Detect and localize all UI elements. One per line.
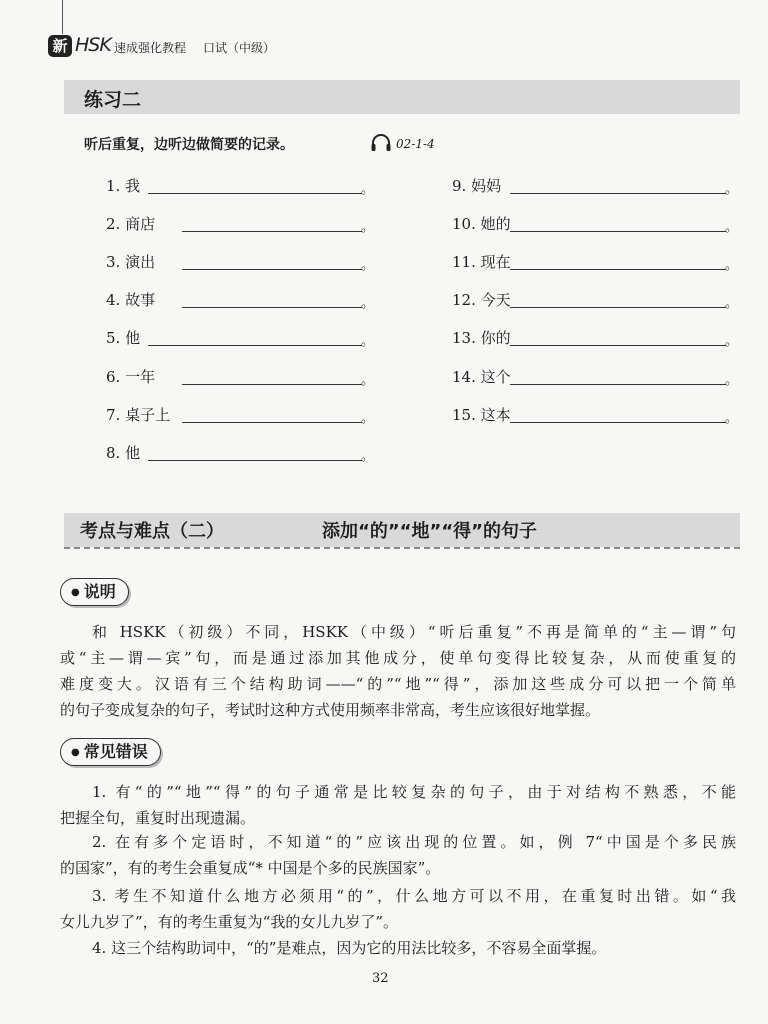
explanation-line: 的句子变成复杂的句子，考试时这种方式使用频率非常高，考生应该很好地掌握。 — [60, 701, 601, 719]
error-line: 的国家”，有的考生会重复成“* 中国是个多的民族国家”。 — [60, 859, 441, 877]
item-period: 。 — [724, 220, 738, 235]
bullet-icon: ● — [71, 587, 80, 598]
exercise-item — [106, 289, 374, 309]
item-period: 。 — [360, 296, 374, 311]
answer-blank[interactable] — [182, 307, 362, 308]
item-period: 。 — [360, 220, 374, 235]
explanation-line: 和 HSKK（初级）不同，HSKK（中级）“听后重复”不再是简单的“主—谓”句 — [92, 623, 736, 641]
exercise-item — [452, 404, 738, 424]
exercise-item-label: 1. 我 — [106, 177, 141, 195]
audio-track-code: 02-1-4 — [396, 137, 435, 151]
headphone-icon[interactable] — [370, 132, 392, 154]
exercise-item-label: 11. 现在 — [452, 253, 511, 271]
explanation-label — [60, 578, 129, 606]
common-errors-label — [60, 738, 161, 766]
item-period: 。 — [724, 373, 738, 388]
explanation-line: 难度变大。汉语有三个结构助词——“的”“地”“得”，添加这些成分可以把一个简单 — [60, 675, 736, 693]
error-line: 把握全句，重复时出现遗漏。 — [60, 809, 256, 827]
exercise-item-label: 5. 他 — [106, 329, 141, 347]
item-period: 。 — [724, 182, 738, 197]
exercise-title: 练习二 — [84, 89, 142, 111]
book-title: 速成强化教程 — [114, 41, 187, 55]
exercise-item — [106, 404, 374, 424]
exercise-item — [452, 251, 738, 271]
exercise-item — [452, 175, 738, 195]
item-period: 。 — [360, 449, 374, 464]
answer-blank[interactable] — [510, 269, 726, 270]
exercise-item — [106, 442, 374, 462]
exercise-banner — [64, 80, 740, 114]
answer-blank[interactable] — [510, 384, 726, 385]
banner-dashed-rule — [64, 547, 740, 549]
key-points-subtitle: 添加“的”“地”“得”的句子 — [322, 521, 537, 542]
answer-blank[interactable] — [510, 193, 726, 194]
answer-blank[interactable] — [510, 345, 726, 346]
exercise-item — [452, 289, 738, 309]
error-line: 2. 在有多个定语时，不知道“的”应该出现的位置。如，例 7“中国是个多民族 — [92, 833, 736, 851]
exercise-item — [106, 366, 374, 386]
exercise-item — [452, 213, 738, 233]
item-period: 。 — [360, 411, 374, 426]
key-points-title: 考点与难点（二） — [80, 521, 224, 542]
item-period: 。 — [360, 258, 374, 273]
exercise-item-label: 14. 这个 — [452, 368, 511, 386]
answer-blank[interactable] — [510, 231, 726, 232]
answer-blank[interactable] — [510, 307, 726, 308]
answer-blank[interactable] — [148, 345, 362, 346]
exercise-item-label: 12. 今天 — [452, 291, 511, 309]
exercise-item-label: 3. 演出 — [106, 253, 156, 271]
error-line: 4. 这三个结构助词中，“的”是难点，因为它的用法比较多，不容易全面掌握。 — [92, 939, 607, 957]
book-logo-badge: 新 — [48, 35, 72, 57]
answer-blank[interactable] — [182, 231, 362, 232]
exercise-item-label: 6. 一年 — [106, 368, 156, 386]
item-period: 。 — [724, 258, 738, 273]
exercise-item-label: 13. 你的 — [452, 329, 511, 347]
exercise-item-label: 7. 桌子上 — [106, 406, 171, 424]
exercise-instruction: 听后重复，边听边做简要的记录。 — [84, 137, 294, 153]
answer-blank[interactable] — [510, 422, 726, 423]
margin-rule — [62, 0, 63, 34]
exercise-item-label: 4. 故事 — [106, 291, 156, 309]
answer-blank[interactable] — [148, 193, 362, 194]
exercise-item — [106, 213, 374, 233]
answer-blank[interactable] — [148, 460, 362, 461]
book-subtitle: 口试（中级） — [203, 41, 276, 55]
explanation-label-text: 说明 — [83, 582, 116, 601]
exercise-item-label: 9. 妈妈 — [452, 177, 502, 195]
exercise-item-label: 10. 她的 — [452, 215, 511, 233]
exercise-item — [452, 327, 738, 347]
item-period: 。 — [724, 411, 738, 426]
book-logo-hsk: HSK — [75, 34, 111, 56]
item-period: 。 — [724, 334, 738, 349]
exercise-item-label: 15. 这本 — [452, 406, 511, 424]
item-period: 。 — [360, 373, 374, 388]
error-line: 1. 有“的”“地”“得”的句子通常是比较复杂的句子，由于对结构不熟悉，不能 — [92, 783, 736, 801]
explanation-line: 或“主—谓—宾”句，而是通过添加其他成分，使单句变得比较复杂，从而使重复的 — [60, 649, 736, 667]
item-period: 。 — [724, 296, 738, 311]
exercise-item-label: 2. 商店 — [106, 215, 156, 233]
error-line: 女儿九岁了”，有的考生重复为“我的女儿九岁了”。 — [60, 913, 399, 931]
exercise-item — [106, 327, 374, 347]
answer-blank[interactable] — [182, 269, 362, 270]
common-errors-label-text: 常见错误 — [83, 742, 148, 761]
answer-blank[interactable] — [182, 384, 362, 385]
bullet-icon: ● — [71, 747, 80, 758]
answer-blank[interactable] — [182, 422, 362, 423]
exercise-item-label: 8. 他 — [106, 444, 141, 462]
exercise-item — [106, 251, 374, 271]
item-period: 。 — [360, 334, 374, 349]
exercise-item — [452, 366, 738, 386]
item-period: 。 — [360, 182, 374, 197]
error-line: 3. 考生不知道什么地方必须用“的”，什么地方可以不用，在重复时出错。如“我 — [92, 887, 736, 905]
exercise-item — [106, 175, 374, 195]
page-number: 32 — [372, 971, 389, 986]
